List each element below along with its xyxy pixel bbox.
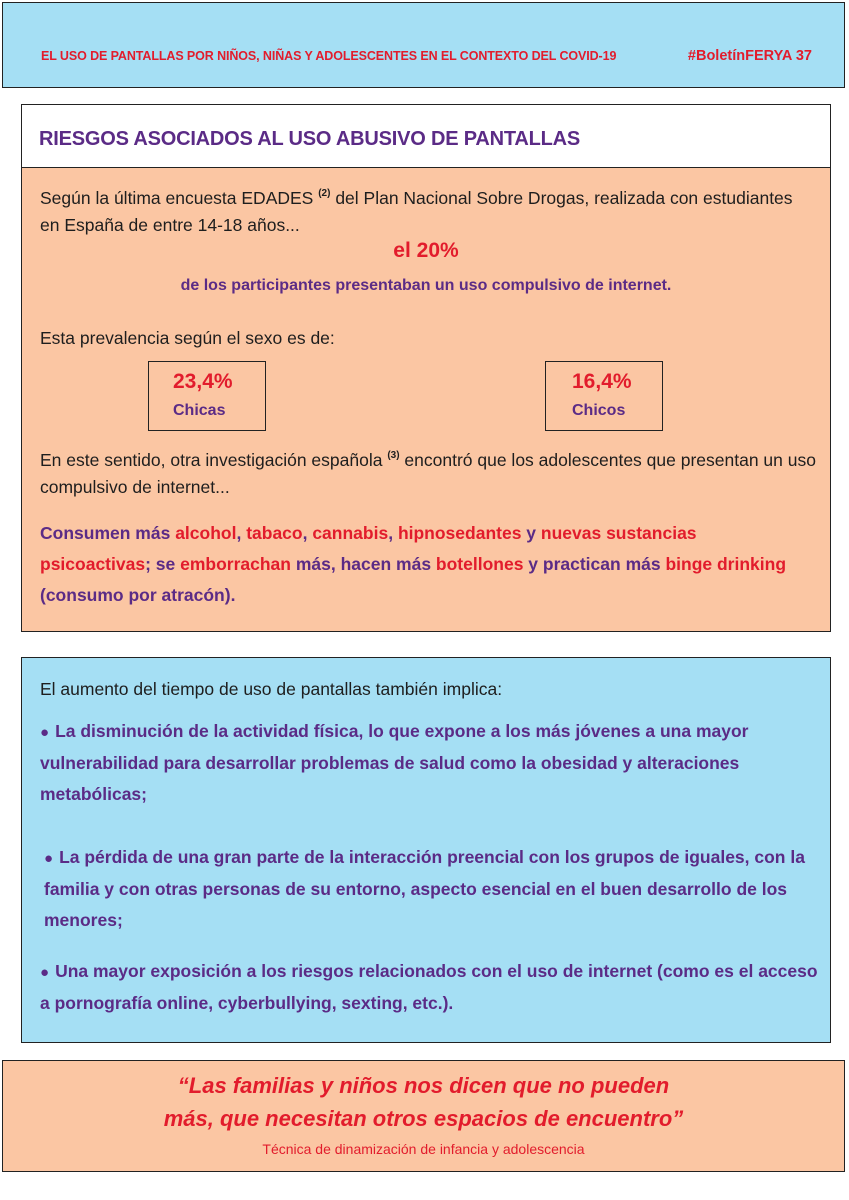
bullet-internet-risks [40,956,822,1019]
girls-stat-box [148,361,266,431]
bullet-text: La pérdida de una gran parte de la interacción preencial con los grupos de iguales, con la familia y con otras personas de su entorno, aspecto esencial en el buen desarrollo de los menores; [44,847,805,930]
keyword-cannabis: cannabis [312,523,389,543]
quote-line-1: “Las familias y niños nos dicen que no pueden [177,1073,670,1098]
quote-source: Técnica de dinamización de infancia y adolescencia [262,1141,585,1157]
header-banner [2,2,845,88]
bullet-text: La disminución de la actividad física, lo que expone a los más jóvenes a una mayor vulnerabilidad para desarrollar problemas de salud como la obesidad y alteraciones metabólicas; [40,721,749,804]
keyword-botellones: botellones [435,554,524,574]
keyword-binge-drinking: binge drinking [665,554,787,574]
quote-box [2,1060,845,1172]
bullet-dot-icon: ● [40,724,50,741]
consumption-text: , [302,523,313,543]
bullet-social-interaction [44,842,822,936]
consumption-text: , [236,523,247,543]
intro-text-b: del Plan Nacional Sobre Drogas, realizada con estudiantes en España de entre 14-18 años... [40,188,793,235]
quote-line-2: más, que necesitan otros espacios de encuentro” [163,1106,684,1131]
keyword-nuevas-sustancias: nuevas sustancias psicoactivas [40,523,697,574]
reference-2: (2) [318,188,331,199]
keyword-alcohol: alcohol [175,523,237,543]
consumption-text: más, hacen más [290,554,436,574]
intro-text-a: Según la última encuesta EDADES [40,188,319,208]
consumption-text: y practican más [523,554,666,574]
screen-time-intro: El aumento del tiempo de uso de pantallas también implica: [40,679,503,699]
girls-label: Chicas [173,402,226,419]
boys-stat-box [545,361,663,431]
keyword-tabaco: tabaco [246,523,303,543]
spanish-study-text [40,447,816,501]
header-hashtag: #BoletínFERYA 37 [687,48,812,64]
consumption-text: y [521,523,541,543]
consumption-text: ; se [145,554,181,574]
risks-section [21,104,831,632]
edades-intro [40,185,800,239]
bullet-text: Una mayor exposición a los riesgos relacionados con el uso de internet (como es el acceso a pornografía online, cyberbullying, sexting, etc.). [40,961,818,1013]
bullet-dot-icon: ● [40,964,50,981]
header-title: EL USO DE PANTALLAS POR NIÑOS, NIÑAS Y ADOLESCENTES EN EL CONTEXTO DEL COVID-19 [41,49,617,63]
main-statistic: el 20% [393,239,459,262]
consumption-text: , [388,523,398,543]
reference-3: (3) [387,450,400,461]
risks-title: RIESGOS ASOCIADOS AL USO ABUSIVO DE PANTALLAS [39,128,581,150]
screen-time-section [21,657,831,1043]
consumption-findings [40,518,810,611]
boys-percentage: 16,4% [572,370,632,393]
main-statistic-description: de los participantes presentaban un uso compulsivo de internet. [180,277,672,294]
risks-title-bar [22,105,830,168]
quote-text [3,1069,844,1135]
boys-label: Chicos [572,402,626,419]
prevalence-label: Esta prevalencia según el sexo es de: [40,328,335,348]
spain-text-b: encontró que los adolescentes que presentan un uso compulsivo de internet... [40,450,816,497]
keyword-emborrachan: emborrachan [180,554,291,574]
keyword-hipnosedantes: hipnosedantes [397,523,522,543]
consumption-text: Consumen más [40,523,176,543]
spain-text-a: En este sentido, otra investigación española [40,450,388,470]
girls-percentage: 23,4% [173,370,233,393]
bullet-physical-activity [40,716,822,810]
consumption-text: (consumo por atracón). [40,585,236,605]
bullet-dot-icon: ● [44,850,54,867]
